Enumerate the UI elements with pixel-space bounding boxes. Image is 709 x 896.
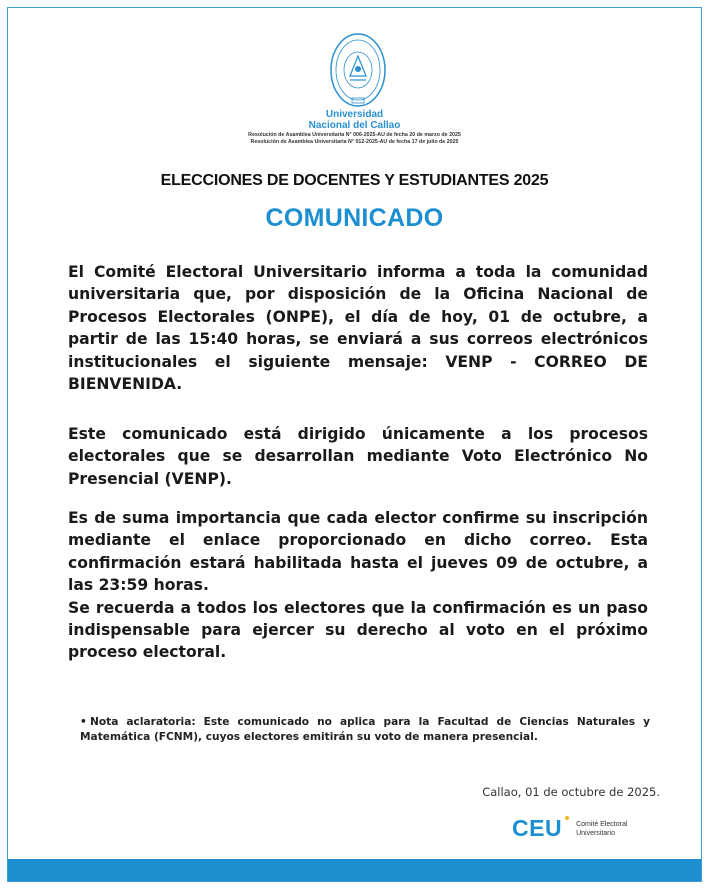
paragraph-3a: Es de suma importancia que cada elector confirme su inscripción mediante el enlace proporcionado en dicho correo. Esta confirmación estará habilitada hasta el jueves 09 de octubre, a las 23:59 horas. [68,509,648,595]
logo-dot-icon [565,816,569,820]
university-name [8,109,701,131]
university-seal-icon [328,32,388,114]
university-name-line1: Universidad [325,109,384,120]
communique-page [7,7,702,882]
university-name-line2: Nacional del Callao [308,120,401,131]
paragraph-1: El Comité Electoral Universitario informa a toda la comunidad universitaria que, por disposición de la Oficina Nacional de Procesos Electorales (ONPE), el día de hoy, 01 de octubre, a partir de las 15:40 horas, se enviará a sus correos electrónicos institucionales el siguiente mensaje: VENP - CORREO DE BIENVENIDA. [68,263,648,394]
note-text: Nota aclaratoria: Este comunicado no aplica para la Facultad de Ciencias Naturales y Matemática (FCNM), cuyos electores emitirán su voto de manera presencial. [80,716,650,744]
paragraph-3 [68,507,648,664]
note-bullet: • [80,716,87,728]
footer-bar [8,859,701,881]
ceu-logo-text [576,820,627,838]
paragraph-2: Este comunicado está dirigido únicamente a los procesos electorales que se desarrollan mediante Voto Electrónico No Presencial (VENP). [68,425,648,488]
paragraph-3b: Se recuerda a todos los electores que la confirmación es un paso indispensable para ejercer su derecho al voto en el próximo proceso electoral. [68,598,648,662]
issue-date: Callao, 01 de octubre de 2025. [482,785,660,799]
communique-title: COMUNICADO [265,204,444,232]
ceu-logo-line2: Universitario [576,829,615,837]
elections-heading: ELECCIONES DE DOCENTES Y ESTUDIANTES 2025 [160,172,549,189]
clarifying-note [80,715,650,745]
ceu-logo-line1: Comité Electoral [576,820,628,828]
resolution-1: Resolución de Asamblea Universitaria N° 006-2025-AU de fecha 20 de marzo de 2025 [248,132,461,138]
ceu-logo-letters: CEU [512,815,563,841]
resolutions [8,132,701,146]
ceu-logo-mark [512,815,562,842]
ceu-logo [512,815,627,842]
resolution-2: Resolución de Asamblea Universitaria N° 012-2025-AU de fecha 17 de julio de 2025 [250,139,459,145]
